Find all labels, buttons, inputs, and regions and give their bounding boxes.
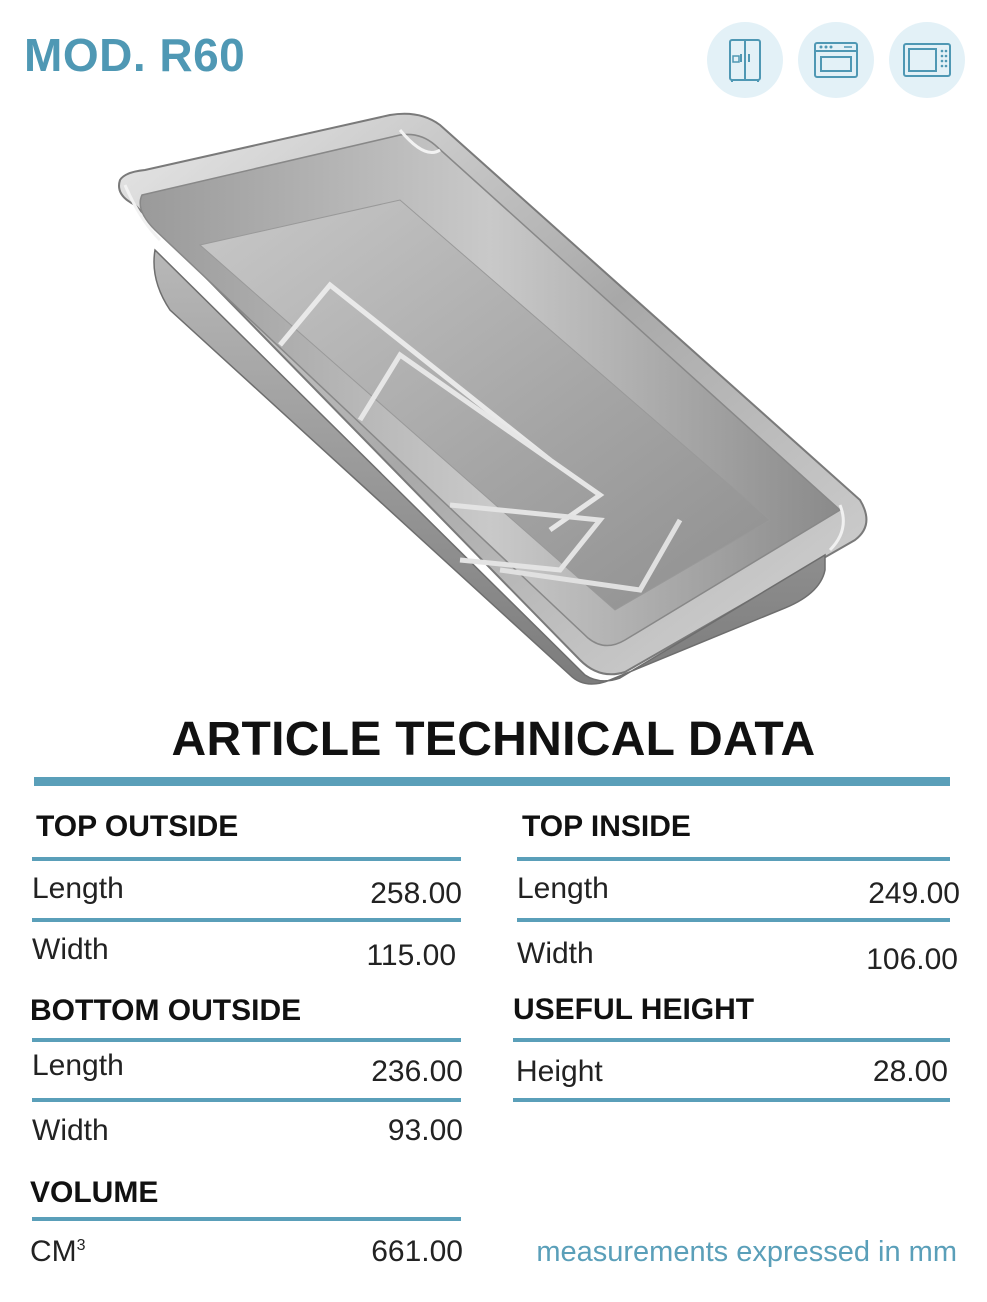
usage-icons xyxy=(707,22,965,98)
volume-unit-text: CM xyxy=(30,1235,77,1268)
bottom-outside-row-divider xyxy=(32,1098,461,1102)
oven-icon xyxy=(798,22,874,98)
useful-height-value: 28.00 xyxy=(872,1055,948,1088)
top-inside-title: TOP INSIDE xyxy=(522,810,691,843)
top-inside-length-value: 249.00 xyxy=(868,877,960,910)
top-outside-length-label: Length xyxy=(32,872,124,905)
section-divider xyxy=(34,777,950,786)
useful-height-divider xyxy=(513,1038,950,1042)
top-outside-title: TOP OUTSIDE xyxy=(36,810,239,843)
bottom-outside-length-value: 236.00 xyxy=(371,1055,463,1088)
volume-value: 661.00 xyxy=(371,1235,463,1268)
top-inside-divider xyxy=(517,857,950,861)
top-outside-length-value: 258.00 xyxy=(370,877,462,910)
useful-height-label: Height xyxy=(516,1055,603,1088)
top-outside-width-label: Width xyxy=(32,933,109,966)
volume-divider xyxy=(32,1217,461,1221)
top-inside-length-label: Length xyxy=(517,872,609,905)
bottom-outside-width-value: 93.00 xyxy=(387,1114,463,1147)
top-inside-row-divider xyxy=(517,918,950,922)
fridge-icon xyxy=(707,22,783,98)
top-outside-divider xyxy=(32,857,461,861)
top-inside-width-value: 106.00 xyxy=(866,943,958,976)
top-inside-width-label: Width xyxy=(517,937,594,970)
useful-height-row-divider xyxy=(513,1098,950,1102)
section-title: ARTICLE TECHNICAL DATA xyxy=(171,713,816,766)
product-image xyxy=(80,100,910,700)
bottom-outside-width-label: Width xyxy=(32,1114,109,1147)
top-outside-row-divider xyxy=(32,918,461,922)
bottom-outside-length-label: Length xyxy=(32,1049,124,1082)
top-outside-width-value: 115.00 xyxy=(366,939,456,972)
useful-height-title: USEFUL HEIGHT xyxy=(513,993,755,1026)
volume-unit-label xyxy=(30,1235,86,1269)
volume-title: VOLUME xyxy=(30,1176,159,1209)
bottom-outside-divider xyxy=(32,1038,461,1042)
model-title: MOD. R60 xyxy=(24,29,246,81)
volume-unit-exponent: 3 xyxy=(76,1237,86,1254)
microwave-icon xyxy=(889,22,965,98)
bottom-outside-title: BOTTOM OUTSIDE xyxy=(30,994,302,1027)
measurement-note: measurements expressed in mm xyxy=(536,1236,957,1268)
